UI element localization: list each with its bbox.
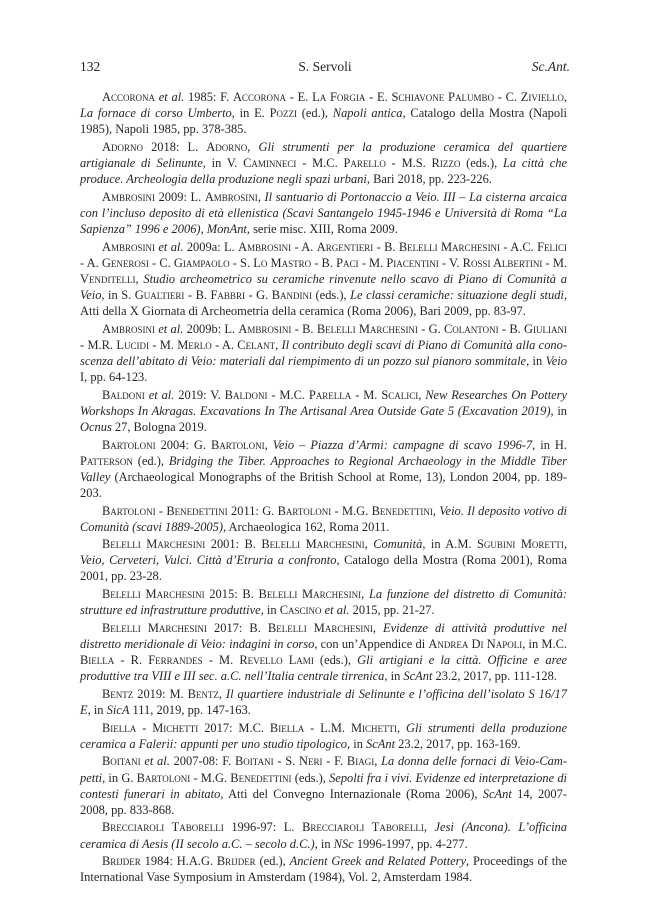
- entry-text: , Catalogo della Mostra (Napoli 1985), Napoli 1985, pp. 378-385.: [80, 106, 568, 137]
- italic-title: et al.: [158, 321, 184, 336]
- author-name: Colantoni: [444, 321, 499, 336]
- entry-text: ,: [361, 587, 369, 602]
- bibliography-entry: [80, 139, 567, 187]
- author-name: Belelli Marchesini: [102, 587, 205, 602]
- entry-text: , in A.M.: [422, 537, 478, 552]
- italic-title: Gli artigiani e la città. Officine e aree produttive tra VIII e III sec. a.C. nell’Italia centrale tirrenica: [80, 653, 568, 684]
- author-name: Ambrosini: [238, 321, 292, 336]
- bibliography-entry: [80, 819, 567, 851]
- entry-text: 23.2, 2017, pp. 111-128.: [432, 669, 557, 684]
- entry-text: ,: [423, 820, 435, 835]
- author-name: Biella: [80, 653, 115, 668]
- italic-title: ScAnt: [403, 669, 433, 684]
- author-name: Parella: [308, 387, 352, 402]
- entry-text: , Bari 2018, pp. 223-226.: [366, 172, 492, 187]
- author-name: Bartoloni: [211, 437, 265, 452]
- entry-text: , in V.: [202, 155, 244, 170]
- author-name: Belelli Marchesini: [316, 321, 418, 336]
- italic-title: et al.: [158, 90, 185, 104]
- entry-text: - R.: [114, 653, 149, 668]
- italic-title: Gli strumenti per la produzione ceramica del quartiere artigianale di Selinunte: [80, 139, 568, 170]
- entry-text: , in: [260, 603, 280, 618]
- bibliography-entry: [80, 89, 567, 137]
- bibliography-entry: [80, 720, 567, 752]
- entry-text: , in: [526, 353, 546, 368]
- bibliography-entry: [80, 686, 567, 718]
- author-name: Lo Mastro: [253, 255, 312, 270]
- author-name: La Forgia: [312, 90, 366, 104]
- author-name: Schiavone Palumbo: [391, 90, 494, 104]
- italic-title: Napoli antica: [332, 106, 403, 121]
- entry-text: ,: [257, 189, 265, 204]
- entry-text: 2011: G.: [227, 503, 278, 518]
- author-name: Gualtieri: [134, 287, 185, 302]
- entry-text: ,: [372, 620, 384, 635]
- entry-text: 2009: L.: [155, 189, 205, 204]
- italic-title: Veio, Cerveteri, Vulci. Città d’Etruria a confronto: [80, 553, 337, 568]
- bibliography-entry: [80, 503, 567, 535]
- entry-text: - M.C.: [267, 387, 309, 402]
- entry-text: - B.: [311, 255, 337, 270]
- entry-text: 2001: B.: [205, 537, 262, 552]
- entry-text: - M.: [148, 337, 178, 352]
- author-name: Generosi: [101, 255, 149, 270]
- entry-text: ,: [135, 271, 144, 286]
- author-name: Belelli Marchesini: [261, 537, 365, 552]
- entry-text: , in G.: [102, 770, 137, 785]
- italic-title: Jesi (Ancona). L’officina ceramica di Aesis (II secolo a.C. – secolo d.C.): [80, 820, 567, 851]
- author-name: Bentz: [102, 686, 134, 701]
- entry-text: (ed.),: [255, 854, 290, 869]
- entry-text: 2017: M.C.: [198, 720, 270, 735]
- bibliography-list: [80, 89, 567, 887]
- entry-text: - M.: [351, 387, 382, 402]
- italic-title: Ocnus: [80, 419, 112, 434]
- entry-text: - V.: [438, 255, 463, 270]
- author-name: Michetti: [350, 720, 398, 735]
- author-name: Rizzo: [431, 155, 461, 170]
- author-name: Rossi Albertini: [462, 255, 543, 270]
- entry-text: (eds.),: [460, 155, 503, 170]
- bibliography-entry: [80, 321, 567, 385]
- author-name: Biella - Michetti: [102, 720, 199, 735]
- entry-text: , in: [550, 403, 567, 418]
- entry-text: 2009b: L.: [183, 321, 239, 336]
- entry-text: (eds.),: [313, 653, 358, 668]
- entry-text: ,: [418, 387, 426, 402]
- entry-text: I, pp. 64-123.: [80, 369, 148, 384]
- entry-text: 1984: H.A.G.: [140, 854, 217, 869]
- italic-title: et al.: [144, 754, 170, 769]
- entry-text: - L.M.: [304, 720, 351, 735]
- author-name: Bartoloni: [102, 437, 156, 452]
- author-name: Biella: [269, 720, 305, 735]
- author-name: Belelli Marchesini: [267, 620, 373, 635]
- entry-text: ,: [200, 221, 207, 236]
- entry-text: 14, 2007-2008, pp. 833-868.: [80, 786, 567, 817]
- author-name: Bandini: [271, 287, 313, 302]
- entry-text: - M.: [542, 255, 568, 270]
- bibliography-entry: [80, 620, 567, 684]
- entry-text: - M.: [358, 255, 387, 270]
- italic-title: Il contributo degli scavi di Piano di Comunità alla conoscenza dell’abitato di Veio: materiali dal riempimento di un pozzo sul pianoro sommitale: [80, 337, 568, 368]
- entry-text: - M.C.: [296, 155, 344, 170]
- entry-text: ,: [247, 139, 259, 154]
- entry-text: , in: [384, 669, 404, 684]
- italic-title: MonAnt: [206, 221, 247, 236]
- author-name: Argentieri: [316, 239, 374, 254]
- author-name: Piacentini: [386, 255, 439, 270]
- author-name: Bentz: [187, 686, 219, 701]
- author-name: Andrea Di Napoli: [428, 637, 523, 652]
- bibliography-entry: [80, 387, 567, 435]
- bibliography-entry: [80, 239, 567, 319]
- entry-text: , in: [314, 836, 334, 851]
- italic-title: Ancient Greek and Related Pottery: [289, 854, 467, 869]
- author-name: Caminneci: [243, 155, 297, 170]
- italic-title: New Researches On Pottery Workshops In Akragas. Excavations In The Artisanal Area Outside Gate 5 (Excavation 2019): [80, 387, 568, 418]
- author-name: Lucidi: [116, 337, 149, 352]
- author-name: Bartoloni - Benedettini: [102, 503, 228, 518]
- entry-text: - C.: [493, 90, 521, 104]
- entry-text: 2004: G.: [155, 437, 211, 452]
- author-name: Brecciaroli Taborelli: [302, 820, 424, 835]
- author-name: Belelli Marchesini: [258, 587, 362, 602]
- entry-text: - B.: [498, 321, 525, 336]
- author-name: Accorona: [102, 90, 159, 104]
- entry-text: 2018: L.: [142, 139, 207, 154]
- entry-text: (Archaeological Monographs of the British School at Rome, 13), London 2004, pp. 189-203.: [80, 469, 567, 500]
- entry-text: - S.: [229, 255, 254, 270]
- italic-title: Bridging the Tiber. Approaches to Regional Archaeology in the Middle Tiber Valley: [80, 453, 567, 484]
- italic-title: ScAnt: [366, 736, 396, 751]
- entry-text: ,: [364, 537, 374, 552]
- author-name: Bartoloni: [277, 503, 332, 518]
- author-name: Ambrosini: [102, 321, 159, 336]
- entry-text: - A.C.: [500, 239, 538, 254]
- italic-title: La città che produce. Archeologia della produzione negli spazi urbani: [80, 155, 568, 187]
- author-name: Celant: [237, 337, 276, 352]
- author-name: Brijder: [216, 854, 256, 869]
- italic-title: Studio archeometrico su ceramiche rinvenute nello scavo di Piano di Comunità a Veio: [80, 271, 568, 302]
- author-name: Benedettini: [230, 770, 292, 785]
- bibliography-entry: [80, 753, 567, 817]
- author-name: Adorno: [102, 139, 143, 154]
- author-name: Ambrosini: [238, 239, 292, 254]
- italic-title: La donna delle fornaci di Veio-Campetti: [80, 754, 567, 785]
- italic-title: ScAnt: [482, 786, 512, 801]
- entry-text: - F.: [322, 754, 347, 769]
- entry-text: 1996-97: L.: [223, 820, 303, 835]
- entry-text: - A.: [211, 337, 238, 352]
- author-name: Belelli Marchesini: [102, 537, 206, 552]
- entry-text: - B.: [291, 321, 317, 336]
- author-name: Sgubini Moretti: [477, 537, 564, 552]
- author-name: Boitani: [235, 754, 274, 769]
- entry-text: - M.: [202, 653, 240, 668]
- running-header: [80, 59, 570, 77]
- running-author: S. Servoli: [298, 59, 352, 74]
- entry-text: 1985: F.: [184, 90, 233, 104]
- entry-text: (ed.),: [132, 453, 169, 468]
- author-name: Revello Lami: [239, 653, 314, 668]
- entry-text: , in H.: [532, 437, 568, 452]
- entry-text: ,: [397, 720, 407, 735]
- entry-text: 2017: B.: [206, 620, 268, 635]
- entry-text: - E.: [285, 90, 313, 104]
- author-name: Bartoloni: [136, 770, 191, 785]
- entry-text: , con un’Appendice di: [314, 637, 429, 652]
- italic-title: Veio. Il deposito votivo di Comunità (scavi 1889-2005): [80, 503, 567, 534]
- entry-text: 27, Bologna 2019.: [111, 419, 207, 434]
- entry-text: 23.2, 2017, pp. 163-169.: [395, 736, 521, 751]
- entry-text: - S.: [273, 754, 299, 769]
- entry-text: 2007-08: F.: [169, 754, 236, 769]
- entry-text: - B.: [373, 239, 399, 254]
- author-name: Ambrosini: [102, 189, 155, 204]
- italic-title: et al.: [324, 603, 350, 618]
- italic-title: Il quartiere industriale di Selinunte e l’officina dell’isolato S 16/17 E: [80, 686, 567, 717]
- entry-text: 2019: V.: [174, 387, 225, 402]
- entry-text: , Catalogo della Mostra (Roma 2001), Roma 2001, pp. 23-28.: [80, 553, 567, 584]
- entry-text: , in: [347, 736, 367, 751]
- entry-text: ,: [218, 686, 226, 701]
- author-name: Baldoni: [224, 387, 268, 402]
- italic-title: La funzione del distretto di Comunità: strutture ed infrastrutture produttive: [80, 587, 568, 618]
- entry-text: - M.G.: [190, 770, 231, 785]
- entry-text: , Atti del Convegno Internazionale (Roma 2006),: [220, 786, 483, 801]
- entry-text: 2019: M.: [133, 686, 188, 701]
- entry-text: 111, 2019, pp. 147-163.: [129, 703, 251, 717]
- entry-text: , Archaeologica 162, Roma 2011.: [223, 519, 390, 534]
- entry-text: - C.: [148, 255, 174, 270]
- italic-title: et al.: [148, 387, 175, 402]
- author-name: Scalici: [381, 387, 419, 402]
- italic-title: Gli strumenti della produzione ceramica a Falerii: appunti per uno studio tipologico: [80, 720, 567, 751]
- bibliography-entry: [80, 437, 567, 501]
- author-name: Pozzi: [269, 106, 297, 121]
- entry-text: , in S.: [101, 287, 135, 302]
- author-name: Fabbri: [210, 287, 245, 302]
- author-name: Adorno: [206, 139, 248, 154]
- entry-text: ,: [563, 90, 567, 104]
- entry-text: - G.: [244, 287, 272, 302]
- italic-title: Il santuario di Portonaccio a Veio. III – La cisterna arcaica con l’incluso deposito di età ellenistica (Scavi Santangelo 1945-1946 e Università di Roma “La Sapienza” 1996 e 2006): [80, 189, 567, 236]
- author-name: Giuliani: [524, 321, 568, 336]
- italic-title: Sepolti fra i vivi. Evidenze ed interpretazione di contesti funerari in abitato: [80, 770, 567, 801]
- author-name: Felici: [537, 239, 568, 254]
- bibliography-entry: [80, 536, 567, 584]
- entry-text: - A.: [291, 239, 317, 254]
- entry-text: 1996-1997, pp. 4-277.: [353, 836, 468, 851]
- author-name: Merlo: [177, 337, 212, 352]
- page-number: 132: [80, 59, 101, 74]
- author-name: Giampaolo: [173, 255, 230, 270]
- entry-text: , Atti della X Giornata di Archeometria della ceramica (Roma 2006), Bari 2009, pp. 83-97.: [80, 287, 567, 318]
- italic-title: SicA: [106, 703, 130, 717]
- entry-text: (eds.),: [291, 770, 330, 785]
- entry-text: , in E.: [231, 106, 270, 121]
- author-name: Brijder: [102, 854, 141, 869]
- italic-title: Comunità: [373, 537, 423, 552]
- entry-text: 2015: B.: [204, 587, 259, 602]
- italic-title: La fornace di corso Umberto: [80, 106, 232, 121]
- running-journal-title: Sc.Ant.: [531, 59, 570, 74]
- italic-title: Veio – Piazza d’Armi: campagne di scavo 1996-7: [272, 437, 533, 452]
- author-name: Baldoni: [102, 387, 145, 402]
- author-name: Parello: [343, 155, 386, 170]
- author-name: Paci: [336, 255, 359, 270]
- entry-text: - A.: [80, 255, 102, 270]
- bibliography-entry: [80, 586, 567, 618]
- author-name: Brecciaroli Taborelli: [102, 820, 224, 835]
- entry-text: ,: [264, 437, 273, 452]
- author-name: Patterson: [80, 453, 133, 468]
- entry-text: ,: [374, 754, 382, 769]
- italic-title: NSc: [333, 836, 354, 851]
- italic-title: Evidenze di attività produttive nel distretto meridionale di Veio: indagini in corso: [80, 620, 567, 652]
- entry-text: - B.: [184, 287, 211, 302]
- author-name: Belelli Marchesini: [102, 620, 207, 635]
- italic-title: et al.: [158, 239, 184, 254]
- author-name: Venditelli: [80, 271, 136, 286]
- author-name: Accorona: [232, 90, 286, 104]
- bibliography-entry: [80, 189, 567, 237]
- author-name: Ambrosini: [204, 189, 258, 204]
- author-name: Ferrandes: [148, 653, 203, 668]
- entry-text: (eds.),: [312, 287, 351, 302]
- entry-text: - M.R.: [80, 337, 117, 352]
- entry-text: - M.S.: [385, 155, 432, 170]
- author-name: Biagi: [346, 754, 375, 769]
- author-name: Neri: [299, 754, 323, 769]
- author-name: Ambrosini: [102, 239, 159, 254]
- entry-text: , Proceedings of the International Vase Symposium in Amsterdam (1984), Vol. 2, Amsterdam 1984.: [80, 854, 567, 885]
- entry-text: 2015, pp. 21-27.: [349, 603, 435, 618]
- entry-text: - G.: [417, 321, 445, 336]
- author-name: Boitani: [102, 754, 145, 769]
- author-name: Belelli Marchesini: [398, 239, 501, 254]
- author-name: Ziviello: [520, 90, 564, 104]
- entry-text: 2009a: L.: [183, 239, 239, 254]
- italic-title: Veio: [545, 353, 567, 368]
- entry-text: - M.G.: [331, 503, 372, 518]
- entry-text: ,: [275, 337, 282, 352]
- entry-text: (ed.),: [296, 106, 333, 121]
- author-name: Cascino: [279, 603, 325, 618]
- entry-text: ,: [432, 503, 440, 518]
- author-name: Benedettini: [371, 503, 433, 518]
- italic-title: Le classi ceramiche: situazione degli studi: [350, 287, 564, 302]
- entry-text: , serie misc. XIII, Roma 2009.: [246, 221, 398, 236]
- entry-text: , in: [87, 703, 107, 717]
- entry-text: , in M.C.: [522, 637, 568, 652]
- bibliography-entry: [80, 853, 567, 885]
- entry-text: ,: [563, 537, 568, 552]
- entry-text: - E.: [365, 90, 392, 104]
